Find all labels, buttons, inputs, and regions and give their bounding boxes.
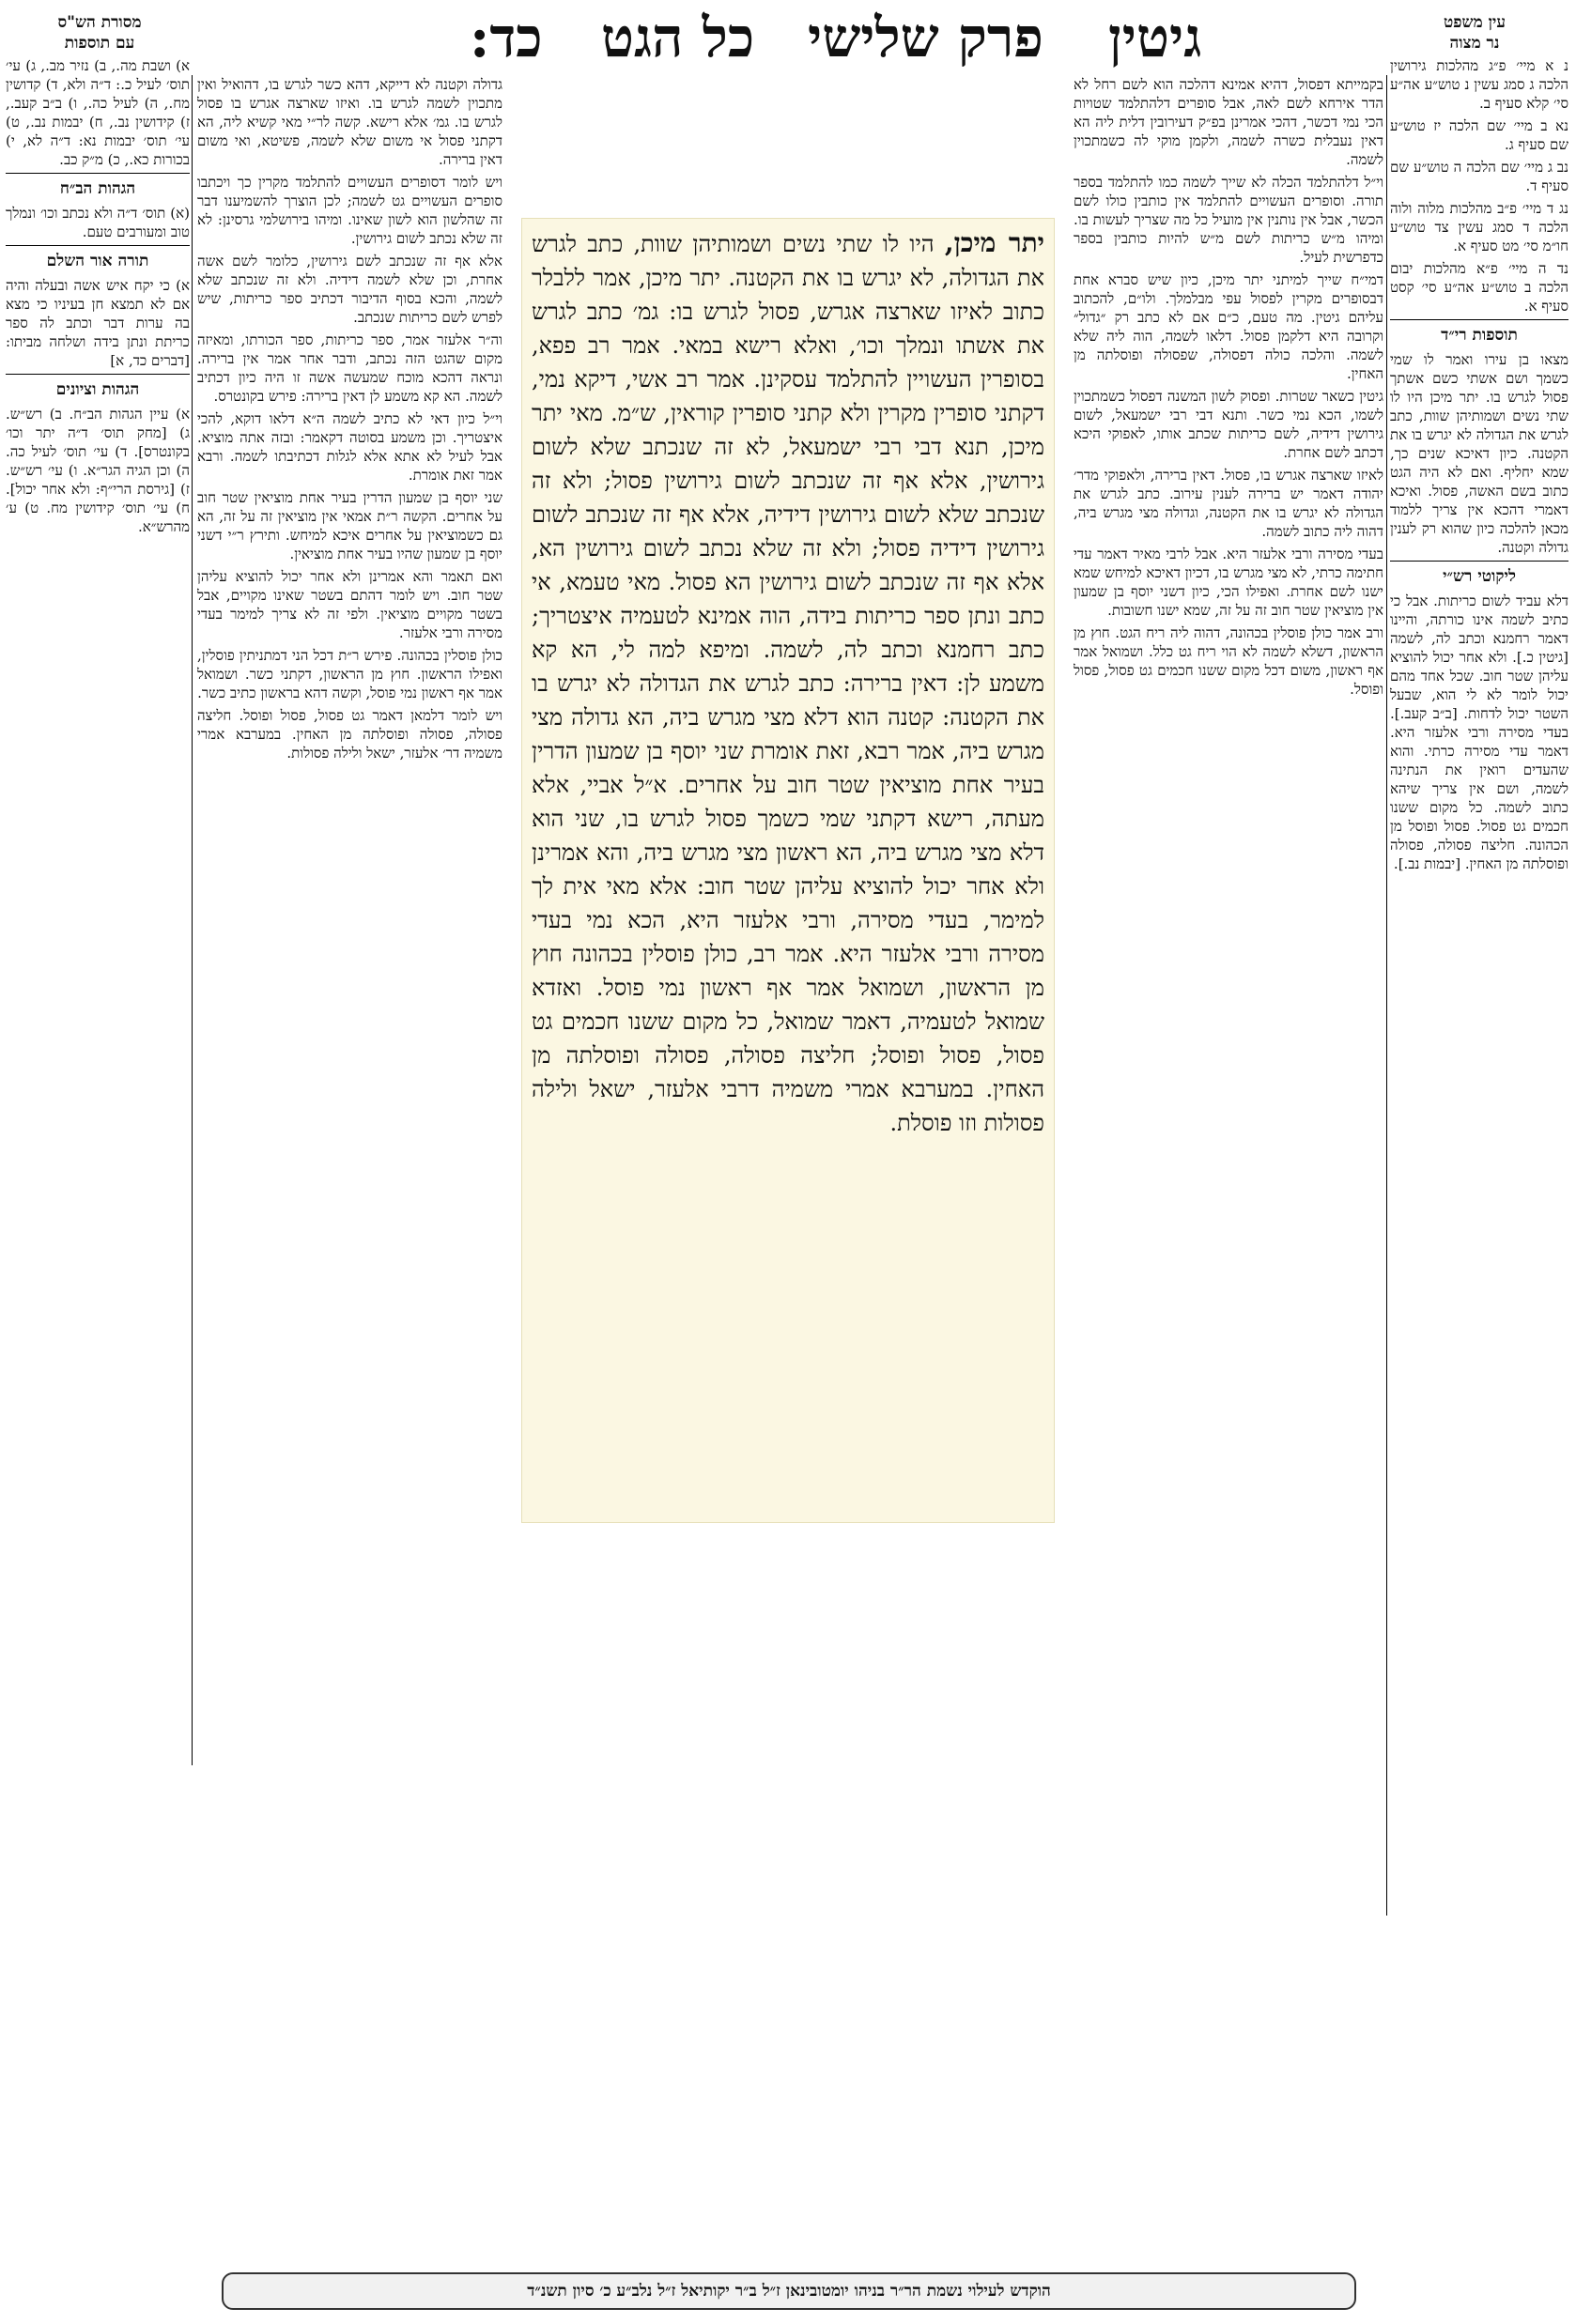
ein-mishpat-entry: נ א מיי׳ פ״ג מהלכות גירושין הלכה ג סמג עשין נ טוש״ע אה״ע סי׳ קלא סעיף ב.: [1390, 57, 1568, 112]
likutei-rashi-heading: ליקוטי רש״י: [1390, 561, 1568, 586]
rashi-paragraph: בקמייתא דפסול, דהיא אמינא דהלכה הוא לשם רחל לא הדר אירחא לשם לאה, אבל סופרים דלהתלמד שטויות הכי נמי דכשר, דהכי אמרינן בפ״ק דעירובין דלית ליה הא דאין נעבלית כשרה לשמה, ולקמן מוקי לה כשמתכוין לשמה.: [1074, 76, 1383, 168]
gemara-opening-words: יתר מיכן,: [944, 227, 1045, 258]
tosafot-paragraph: וי״ל כיון דאי לא כתיב לשמה ה״א דלאו דוקא, להכי איצטריך. וכן משמע בסוטה דקאמר: ובזה אתה מוציא. אבל לעיל לא אתא אלא לגלות דכתיבתו לשמה. ורבא אמר זאת אומרת.: [197, 410, 502, 484]
tosafot-paragraph: ואם תאמר והא אמרינן ולא אחר יכול להוציא עליהן שטר חוב. ויש לומר דהתם בשטר שאינו מקויים, אבל בשטר מקויים מוציאין. ולפי זה לא צריך למימר בעדי מסירה ורבי אלעזר.: [197, 568, 502, 641]
rashi-paragraph: גיטין כשאר שטרות. ופסוק לשון המשנה דפסול כשמתכוין לשמו, הכא נמי כשר. ותנא דבי רבי ישמעאל, לשום גירושין דידיה, לשם כריתות שכתב אותו, לאפוקי היכא דכתב לשם אחרת.: [1074, 388, 1383, 461]
ein-mishpat-entry: נב ג מיי׳ שם הלכה ה טוש״ע שם סעיף ד.: [1390, 159, 1568, 194]
ein-mishpat-heading: עין משפט: [1444, 13, 1506, 32]
dedication-text: הוקדש לעילוי נשמת הר״ר בניהו יומטובינאן ז״ל ב״ר יקותיאל ז״ל נלב״ע כ׳ סיון תשנ״ד: [527, 2282, 1051, 2301]
gemara-main-text: [521, 218, 1055, 1523]
tosafot-paragraph: כולן פוסלין בכהונה. פירש ר״ת דכל הני דמתניתין פוסלין, ואפילו הראשון. חוץ מן הראשון, דקתני כשר. ושמואל אמר אף ראשון נמי פוסל, וקשה דהא בראשון כתיב כשר.: [197, 647, 502, 701]
ner-mitzva-heading: נר מצוה: [1449, 34, 1500, 53]
rashi-paragraph: ורב אמר כולן פוסלין בכהונה, דהוה ליה ריח הגט. חוץ מן הראשון, דשלא לשמה לא הוי ריח גט כלל. ושמואל אמר אף ראשון, משום דכל מקום ששנו חכמים גט פסול, פסול ופוסל.: [1074, 624, 1383, 698]
chapter-name: כל הגט: [601, 6, 755, 69]
hagahot-bach-text: (א) תוס׳ ד״ה ולא נכתב וכו׳ ונמלך טוב ומעורבים טעם.: [6, 205, 190, 240]
tosafot-rid-text: מצאו בן עירו ואמר לו שמי כשמך ושם אשתי כשם אשתך פסול לגרש בו. יתר מיכן היו לו שתי נשים ושמותיהן שוות, כתב לגרש את הגדולה לא יגרש בו את הקטנה. כיון דאיכא שנים כך, שמא יחליף. ואם לא היה הגט כתוב בשם האשה, פסול. ואיכא דאמרי דהכא אין צריך ללמוד מכאן להלכה כיון שהוא רק לענין גדולה וקטנה.: [1390, 351, 1568, 556]
hagahot-vetziyunim-text: א) עיין הגהות הב״ח. ב) רש״ש. ג) [מחק תוס׳ ד״ה יתר וכו׳ בקונטרס]. ד) עי׳ תוס׳ לעיל כה. ה) וכן הגיה הגר״א. ו) עי׳ רש״ש. ז) [גירסת הרי״ף: ולא אחר יכול]. ח) עי׳ תוס׳ קידושין מח. ט) ע׳ מהרש״א.: [6, 406, 190, 535]
rashi-paragraph: בעדי מסירה ורבי אלעזר היא. אבל לרבי מאיר דאמר עדי חתימה כרתי, לא מצי מגרש בו, דכיון דאיכא למיחש שמא ישנו לשם אחרת. ואפילו הכי, כיון דשני יוסף בן שמעון אין מוציאין שטר חוב זה על זה, שמא ישנו חשובות.: [1074, 546, 1383, 619]
ein-mishpat-entry: נד ה מיי׳ פ״א מהלכות יבום הלכה ב טוש״ע אה״ע סי׳ קסט סעיף א.: [1390, 260, 1568, 315]
torah-or-heading: תורה אור השלם: [6, 245, 190, 270]
perek-label: פרק שלישי: [808, 6, 1043, 69]
im-tosafot-heading: עם תוספות: [64, 34, 135, 53]
column-divider: [192, 75, 193, 1765]
ein-mishpat-entry: נג ד מיי׳ פ״ב מהלכות מלוה ולוה הלכה ד סמג עשין צד טוש״ע חו״מ סי׳ מט סעיף א.: [1390, 200, 1568, 254]
daf-number: כד:: [470, 6, 543, 69]
page-header: [0, 6, 1576, 71]
tosafot-paragraph: שני יוסף בן שמעון הדרין בעיר אחת מוציאין שטר חוב על אחרים. הקשה ר״ת אמאי אין מוציאין זה על זה, הא גם כשמוציאין על אחרים איכא למיחש. ותירץ ר״י דשני יוסף בן שמעון שהיו בעיר אחת מוציאין.: [197, 489, 502, 562]
torah-or-text: א) כי יקח איש אשה ובעלה והיה אם לא תמצא חן בעיניו כי מצא בה ערות דבר וכתב לה ספר כריתת ונתן בידה ושלחה מביתו: [דברים כד, א]: [6, 277, 190, 369]
ein-mishpat-column: [1390, 56, 1568, 1897]
rashi-paragraph: דמי״ח שייך למיתני יתר מיכן, כיון שיש סברא אחת דבסופרים מקרין לפסול עפי מבלמלך. ולו״ם, להכתוב עליהם גיטין. מה טעם, כ״ם אם לא כתב רק ״גדול״ וקרובה היא דלקמן פסול. דלאו לשמה, הוה ליה שלא לשמה. והלכה כולה דפסולה, שפסולה ופוסלתה מן האחין.: [1074, 271, 1383, 382]
gemara-body: היו לו שתי נשים ושמותיהן שוות, כתב לגרש את הגדולה, לא יגרש בו את הקטנה. יתר מיכן, אמר ללבלר כתוב לאיזו שארצה אגרש, פסול לגרש בו: גמ׳ כתב לגרש את אשתו ונמלך וכו׳, ואלא רישא במאי. אמר רב פפא, בסופרין העשויין להתלמד עסקינן. אמר רב אשי, דיקא נמי, דקתני סופרין מקרין ולא קתני סופרין קוראין, ש״מ. מאי יתר מיכן, תנא דבי רבי ישמעאל, לא זה שנכתב שלא לשום גירושין, אלא אף זה שנכתב לשום גירושין פסול; ולא זה שנכתב שלא לשום גירושין דידיה, אלא אף זה שנכתב לשום גירושין דידיה פסול; ולא זה שלא נכתב לשום גירושין הא, אלא אף זה שנכתב לשום גירושין הא פסול. מאי טעמא, אי כתב ונתן ספר כריתות בידה, הוה אמינא לטעמיה איצטריך; כתב רחמנא וכתב לה, לשמה. ומיפא למה לי, הא קא משמע לן: דאין ברירה: כתב לגרש את הגדולה לא יגרש בו את הקטנה: קטנה הוא דלא מצי מגרש ביה, הא גדולה מצי מגרש ביה, אמר רבא, זאת אומרת שני יוסף בן שמעון הדרין בעיר אחת מוציאין שטר חוב על אחרים. א״ל אביי, אלא מעתה, רישא דקתני שמי כשמך פסול לגרש בו, שני הוא דלא מצי מגרש ביה, הא ראשון מצי מגרש ביה, והא אמרינן ולא אחר יכול להוציא עליהן שטר חוב: אלא מאי אית לך למימר, בעדי מסירה, ורבי אלעזר היא, הכא נמי בעדי מסירה ורבי אלעזר היא. אמר רב, כולן פוסלין בכהונה חוץ מן הראשון, ושמואל אמר אף ראשון נמי פוסל. ואזדא שמואל לטעמיה, דאמר שמואל, כל מקום ששנו חכמים גט פסול, פסול ופוסל; חליצה פסולה, פסולה ופוסלתה מן האחין. במערבא אמרי משמיה דרבי אלעזר, ישאל ולילה פסולות וזו פוסלת.: [532, 231, 1045, 1136]
mesoret-heading: מסורת הש"ס: [57, 13, 142, 32]
mesoret-entries: א) ושבת מה., ב) נזיר מב., ג) עי׳ תוס׳ לעיל כ.: ד״ה ולא, ד) קדושין מח., ה) לעיל כה., ו) ב״ב קעב., ז) קידושין נב., ח) יבמות נב., ט) עי׳ תוס׳ יבמות נא: ד״ה לא, י) בכורות כא., כ) מ״ק כב.: [6, 57, 190, 168]
tosafot-rid-heading: תוספות רי״ד: [1390, 319, 1568, 345]
dedication-banner: [222, 2272, 1356, 2310]
tosafot-paragraph: ויש לומר דלמאן דאמר גט פסול, פסול ופוסל. חליצה פסולה, פסולה ופוסלתה מן האחין. במערבא אמרי משמיה דר׳ אלעזר, ישאל ולילה פסולות.: [197, 707, 502, 762]
likutei-rashi-text: דלא עביד לשום כריתות. אבל כי כתיב לשמה אינו כורתה, והיינו דאמר רחמנא וכתב לה, לשמה [גיטין כ.]. ולא אחר יכול להוציא עליהן שטר חוב. שכל אחד מהם יכול לומר לא לי הוא, שבעל השטר יכול לדחות. [ב״ב קעב.]. בעדי מסירה ורבי אלעזר היא. דאמר עדי מסירה כרתי. והוא שהעדים רואין את הנתינה לשמה, ושם אין צריך שיהא כתוב לשמה. כל מקום ששנו חכמים גט פסול. פסול ופוסל מן הכהונה. חליצה פסולה, פסולה ופוסלתה מן האחין. [יבמות נב.].: [1390, 593, 1568, 872]
tosafot-paragraph: אלא אף זה שנכתב לשם גירושין, כלומר לשם אשה אחרת, וכן שלא לשמה דידיה. ולא זה שנכתב שלא לשמה, והכא בסוף הדיבור דכתיב ספר כריתות, שיש לפרש לשם כריתות שנכתב.: [197, 253, 502, 326]
tosafot-column: [197, 75, 502, 2324]
rashi-paragraph: וי״ל דלהתלמד הכלה לא שייך לשמה כמו להתלמד בספר תורה. וסופרים העשויים להתלמד אין כותבין כולו לשם הכשר, אבל אין נותנין אין מועיל כל מה שצריך לעשות בו. ומיהו מ״ש כריתות לשם מ״ש להיות כותבין בספר כדפרשית לעיל.: [1074, 174, 1383, 266]
tosafot-paragraph: ויש לומר דסופרים העשויים להתלמד מקרין כך ויכתבו סופרים העשויים גט לשמה; לכן הוצרך להשמיענו דבר זה שהלשון הוא לשון שאינו. ומיהו בירושלמי גרסינן: לא זה שלא נכתב לשום גירושין.: [197, 174, 502, 247]
hagahot-bach-heading: הגהות הב״ח: [6, 173, 190, 198]
mesoret-column: [6, 56, 190, 1747]
ein-mishpat-entry: נא ב מיי׳ שם הלכה יז טוש״ע שם סעיף ג.: [1390, 117, 1568, 153]
rashi-paragraph: לאיזו שארצה אגרש בו, פסול. דאין ברירה, ולאפוקי מדר׳ יהודה דאמר יש ברירה לענין עירוב. כתב לגרש את הגדולה לא יגרש בו את הקטנה, וגדולה מצי מגרש ביה, דהוה ליה כתוב לשמה.: [1074, 467, 1383, 540]
tractate-name: גיטין: [1108, 6, 1202, 69]
column-divider: [1386, 75, 1387, 1916]
tosafot-paragraph: גדולה וקטנה לא דייקא, דהא כשר לגרש בו, דהואיל ואין מתכוין לשמה לגרש בו. ואיזו שארצה אגרש בו פסול לגרש בו. גמ׳ אלא רישא. קשה לר״י מאי קשיא ליה, הא דקתני פסול אי משום שלא לשמה, פשיטא, ואי משום דאין ברירה.: [197, 76, 502, 168]
hagahot-vetziyunim-heading: הגהות וציונים: [6, 374, 190, 399]
tosafot-paragraph: וה״ר אלעזר אמר, ספר כריתות, ספר הכורתו, ומאיזה מקום שהגט הזה נכתב, ודבר אחר אמר אין ברירה. ונראה דהכא מוכח שמעשה אשה זו היה כיון דכתיב לשמה. הא קא משמע לן דאין ברירה: פירש בקונטרס.: [197, 331, 502, 405]
rashi-column: [1074, 75, 1383, 2324]
